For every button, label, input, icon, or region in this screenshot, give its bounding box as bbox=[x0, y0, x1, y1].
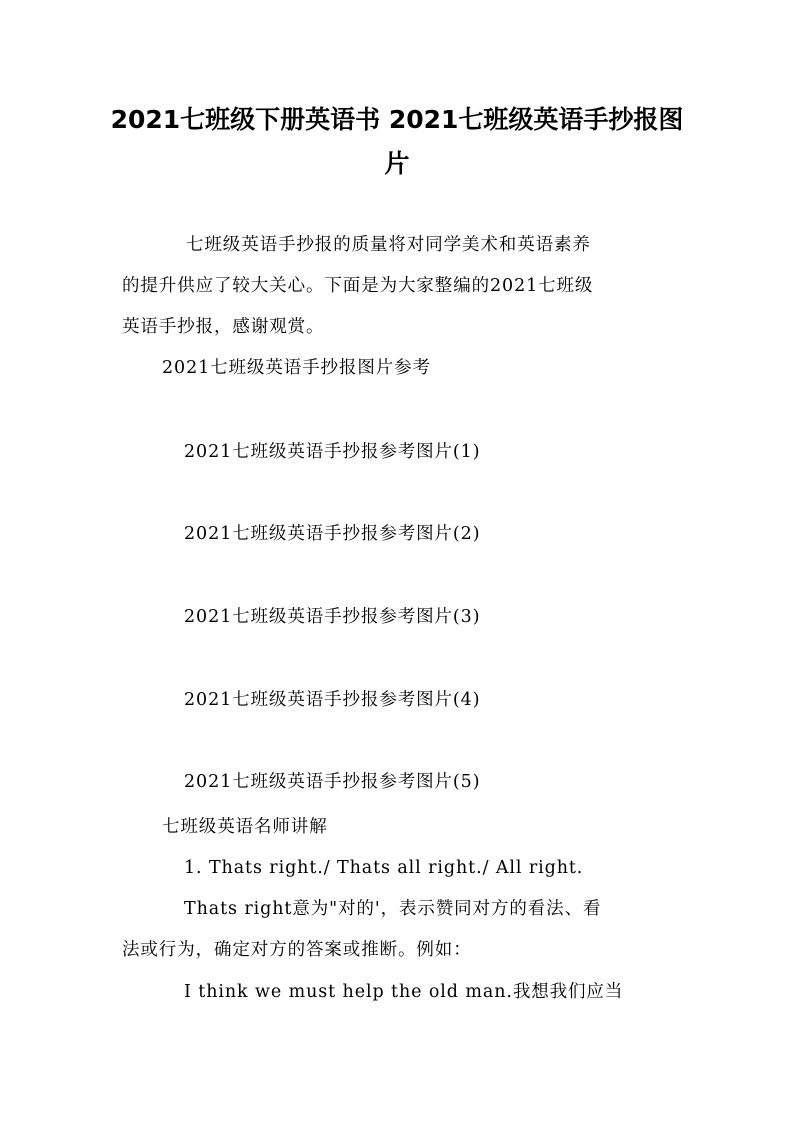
figure-caption-3: 2021七班级英语手抄报参考图片(3) bbox=[184, 607, 481, 627]
lecture-heading: 七班级英语名师讲解 bbox=[162, 817, 328, 837]
figure-caption-5: 2021七班级英语手抄报参考图片(5) bbox=[184, 772, 481, 792]
section-heading: 2021七班级英语手抄报图片参考 bbox=[162, 358, 431, 378]
example-line: I think we must help the old man.我想我们应当 bbox=[184, 982, 624, 1002]
explanation-line-1: Thats right意为"对的'，表示赞同对方的看法、看 bbox=[184, 899, 602, 919]
figure-caption-2: 2021七班级英语手抄报参考图片(2) bbox=[184, 524, 481, 544]
figure-caption-4: 2021七班级英语手抄报参考图片(4) bbox=[184, 690, 481, 710]
explanation-line-2: 法或行为，确定对方的答案或推断。例如： bbox=[122, 940, 472, 960]
intro-line-3: 英语手抄报，感谢观赏。 bbox=[122, 317, 325, 337]
figure-caption-1: 2021七班级英语手抄报参考图片(1) bbox=[184, 442, 481, 462]
intro-line-2: 的提升供应了较大关心。下面是为大家整编的2021七班级 bbox=[122, 276, 594, 296]
point-1: 1. Thats right./ Thats all right./ All right. bbox=[184, 858, 584, 878]
document-title: 2021七班级下册英语书 2021七班级英语手抄报图片 bbox=[110, 105, 684, 178]
intro-line-1: 七班级英语手抄报的质量将对同学美术和英语素养 bbox=[186, 235, 591, 255]
